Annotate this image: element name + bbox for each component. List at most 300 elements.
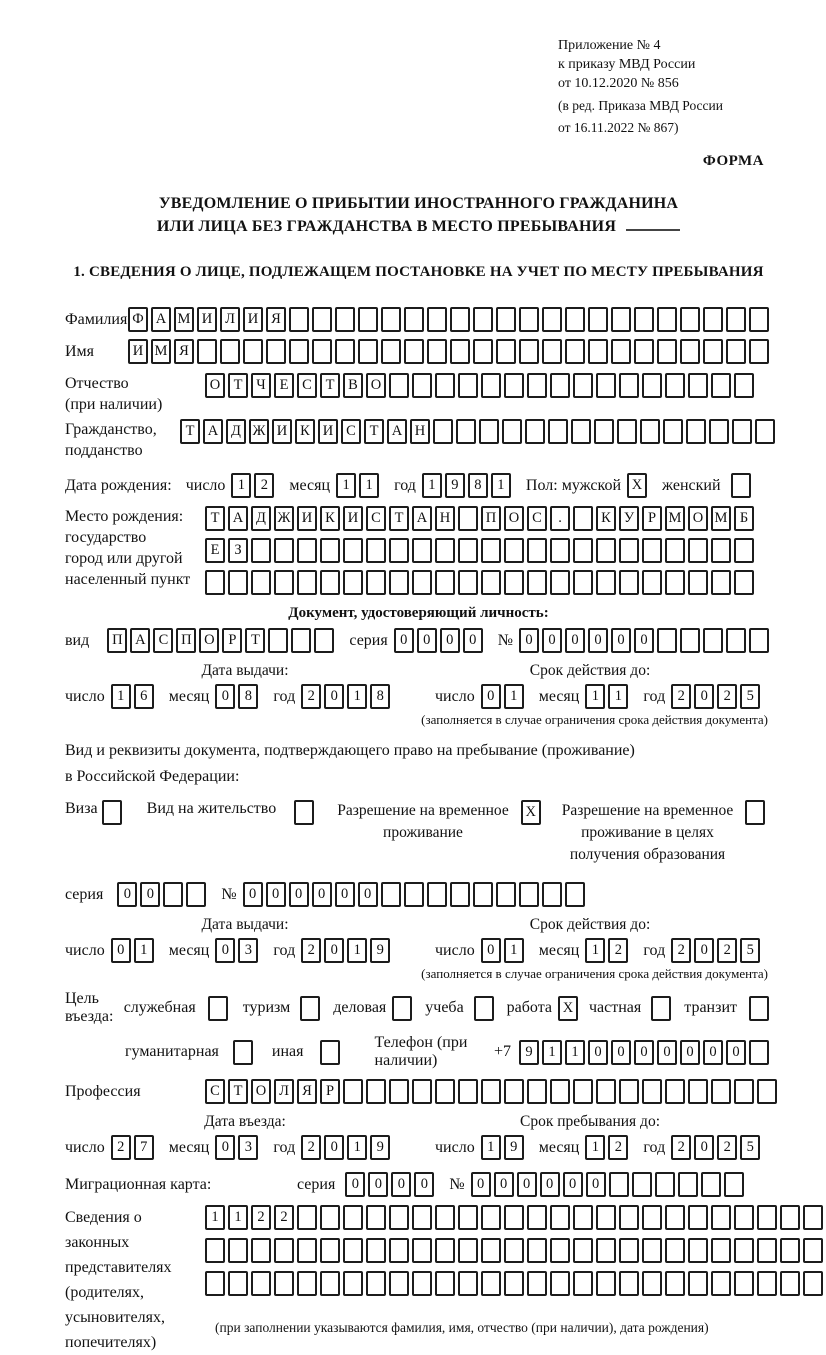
form-cell[interactable] (404, 339, 424, 364)
form-cell[interactable] (665, 570, 685, 595)
form-cell[interactable] (366, 1205, 386, 1230)
form-cell[interactable]: 1 (504, 938, 524, 963)
form-cell[interactable] (366, 538, 386, 563)
form-cell[interactable] (435, 373, 455, 398)
form-cell[interactable]: О (251, 1079, 271, 1104)
purpose-business-checkbox[interactable] (392, 996, 412, 1021)
form-cell[interactable] (381, 882, 401, 907)
form-cell[interactable]: 9 (445, 473, 465, 498)
form-cell[interactable] (435, 538, 455, 563)
form-cell[interactable] (803, 1238, 823, 1263)
form-cell[interactable] (711, 373, 731, 398)
form-cell[interactable]: 7 (134, 1135, 154, 1160)
form-cell[interactable]: 1 (231, 473, 251, 498)
form-cell[interactable]: 2 (671, 938, 691, 963)
form-cell[interactable] (435, 1271, 455, 1296)
form-cell[interactable]: 2 (671, 684, 691, 709)
form-cell[interactable] (343, 538, 363, 563)
form-cell[interactable]: Т (228, 373, 248, 398)
form-cell[interactable] (565, 307, 585, 332)
form-cell[interactable]: 0 (634, 1040, 654, 1065)
purpose-other-checkbox[interactable] (320, 1040, 340, 1065)
form-cell[interactable] (657, 307, 677, 332)
form-cell[interactable] (632, 1172, 652, 1197)
form-cell[interactable]: 1 (359, 473, 379, 498)
form-cell[interactable] (527, 1079, 547, 1104)
form-cell[interactable]: 9 (504, 1135, 524, 1160)
form-cell[interactable] (711, 1238, 731, 1263)
form-cell[interactable] (703, 307, 723, 332)
form-cell[interactable] (688, 373, 708, 398)
form-cell[interactable]: К (320, 506, 340, 531)
form-cell[interactable] (596, 1205, 616, 1230)
form-cell[interactable] (688, 1079, 708, 1104)
purpose-study-checkbox[interactable] (474, 996, 494, 1021)
form-cell[interactable]: 0 (611, 628, 631, 653)
form-cell[interactable] (780, 1238, 800, 1263)
form-cell[interactable] (435, 1079, 455, 1104)
form-cell[interactable] (711, 1271, 731, 1296)
form-cell[interactable]: 0 (540, 1172, 560, 1197)
form-cell[interactable]: 2 (717, 684, 737, 709)
form-cell[interactable] (504, 373, 524, 398)
form-cell[interactable]: 6 (134, 684, 154, 709)
form-cell[interactable]: А (228, 506, 248, 531)
form-cell[interactable]: 0 (726, 1040, 746, 1065)
form-cell[interactable]: 8 (238, 684, 258, 709)
form-cell[interactable] (220, 339, 240, 364)
form-cell[interactable] (734, 373, 754, 398)
form-cell[interactable]: О (205, 373, 225, 398)
form-cell[interactable]: 0 (694, 684, 714, 709)
form-cell[interactable] (274, 570, 294, 595)
form-cell[interactable] (734, 1271, 754, 1296)
sex-female-checkbox[interactable] (731, 473, 751, 498)
form-cell[interactable] (573, 1205, 593, 1230)
form-cell[interactable] (481, 538, 501, 563)
form-cell[interactable] (640, 419, 660, 444)
sex-male-checkbox[interactable]: X (627, 473, 647, 498)
form-cell[interactable]: 0 (563, 1172, 583, 1197)
form-cell[interactable]: 3 (238, 938, 258, 963)
form-cell[interactable] (686, 419, 706, 444)
form-cell[interactable]: 0 (266, 882, 286, 907)
form-cell[interactable]: Л (274, 1079, 294, 1104)
form-cell[interactable]: 1 (347, 1135, 367, 1160)
form-cell[interactable] (297, 538, 317, 563)
form-cell[interactable] (197, 339, 217, 364)
form-cell[interactable] (504, 1205, 524, 1230)
form-cell[interactable]: 3 (238, 1135, 258, 1160)
form-cell[interactable] (642, 373, 662, 398)
form-cell[interactable] (688, 1238, 708, 1263)
form-cell[interactable] (527, 1271, 547, 1296)
form-cell[interactable] (433, 419, 453, 444)
form-cell[interactable] (573, 373, 593, 398)
form-cell[interactable] (504, 1238, 524, 1263)
form-cell[interactable] (297, 570, 317, 595)
form-cell[interactable] (527, 373, 547, 398)
form-cell[interactable]: 1 (111, 684, 131, 709)
form-cell[interactable]: 0 (694, 938, 714, 963)
form-cell[interactable] (481, 570, 501, 595)
form-cell[interactable] (726, 628, 746, 653)
form-cell[interactable]: 1 (347, 938, 367, 963)
form-cell[interactable]: А (130, 628, 150, 653)
form-cell[interactable] (228, 1238, 248, 1263)
form-cell[interactable] (734, 1205, 754, 1230)
form-cell[interactable] (496, 339, 516, 364)
form-cell[interactable]: Т (245, 628, 265, 653)
form-cell[interactable] (527, 1205, 547, 1230)
form-cell[interactable] (456, 419, 476, 444)
form-cell[interactable] (780, 1205, 800, 1230)
form-cell[interactable]: И (272, 419, 292, 444)
form-cell[interactable]: 0 (634, 628, 654, 653)
form-cell[interactable] (527, 570, 547, 595)
form-cell[interactable] (251, 1271, 271, 1296)
form-cell[interactable] (450, 339, 470, 364)
form-cell[interactable]: 2 (301, 684, 321, 709)
form-cell[interactable] (550, 1238, 570, 1263)
form-cell[interactable] (780, 1271, 800, 1296)
form-cell[interactable]: Т (364, 419, 384, 444)
form-cell[interactable] (565, 339, 585, 364)
form-cell[interactable]: Б (734, 506, 754, 531)
form-cell[interactable]: 0 (542, 628, 562, 653)
form-cell[interactable] (366, 570, 386, 595)
form-cell[interactable] (688, 1271, 708, 1296)
form-cell[interactable]: 0 (565, 628, 585, 653)
form-cell[interactable] (251, 570, 271, 595)
form-cell[interactable] (803, 1205, 823, 1230)
form-cell[interactable] (266, 339, 286, 364)
form-cell[interactable] (571, 419, 591, 444)
form-cell[interactable] (343, 1079, 363, 1104)
form-cell[interactable] (573, 538, 593, 563)
form-cell[interactable] (542, 882, 562, 907)
form-cell[interactable]: 0 (471, 1172, 491, 1197)
form-cell[interactable]: 8 (468, 473, 488, 498)
form-cell[interactable] (205, 570, 225, 595)
form-cell[interactable]: 1 (585, 1135, 605, 1160)
form-cell[interactable] (634, 339, 654, 364)
form-cell[interactable] (573, 1271, 593, 1296)
form-cell[interactable] (701, 1172, 721, 1197)
form-cell[interactable] (573, 506, 593, 531)
form-cell[interactable] (550, 570, 570, 595)
form-cell[interactable]: 2 (671, 1135, 691, 1160)
form-cell[interactable]: С (527, 506, 547, 531)
form-cell[interactable] (289, 307, 309, 332)
form-cell[interactable] (458, 506, 478, 531)
form-cell[interactable] (251, 538, 271, 563)
form-cell[interactable] (458, 570, 478, 595)
form-cell[interactable] (734, 1079, 754, 1104)
form-cell[interactable] (519, 882, 539, 907)
form-cell[interactable] (335, 339, 355, 364)
form-cell[interactable]: А (387, 419, 407, 444)
purpose-private-checkbox[interactable] (651, 996, 671, 1021)
form-cell[interactable]: 0 (335, 882, 355, 907)
form-cell[interactable]: 0 (215, 684, 235, 709)
form-cell[interactable] (711, 538, 731, 563)
form-cell[interactable]: 2 (608, 938, 628, 963)
form-cell[interactable] (458, 1205, 478, 1230)
form-cell[interactable] (680, 307, 700, 332)
form-cell[interactable] (588, 339, 608, 364)
form-cell[interactable] (525, 419, 545, 444)
form-cell[interactable]: У (619, 506, 639, 531)
form-cell[interactable]: 2 (251, 1205, 271, 1230)
form-cell[interactable] (427, 307, 447, 332)
form-cell[interactable] (404, 307, 424, 332)
form-cell[interactable]: 9 (370, 938, 390, 963)
form-cell[interactable]: 0 (463, 628, 483, 653)
form-cell[interactable]: Я (266, 307, 286, 332)
form-cell[interactable] (642, 570, 662, 595)
form-cell[interactable] (504, 1079, 524, 1104)
form-cell[interactable] (251, 1238, 271, 1263)
form-cell[interactable]: 0 (324, 684, 344, 709)
form-cell[interactable] (596, 373, 616, 398)
form-cell[interactable]: Р (320, 1079, 340, 1104)
form-cell[interactable]: 1 (565, 1040, 585, 1065)
form-cell[interactable]: 0 (588, 628, 608, 653)
form-cell[interactable] (297, 1238, 317, 1263)
form-cell[interactable] (657, 628, 677, 653)
form-cell[interactable]: И (197, 307, 217, 332)
form-cell[interactable]: 2 (608, 1135, 628, 1160)
form-cell[interactable]: 5 (740, 938, 760, 963)
form-cell[interactable] (550, 1079, 570, 1104)
form-cell[interactable] (435, 570, 455, 595)
form-cell[interactable] (473, 339, 493, 364)
form-cell[interactable]: Ж (249, 419, 269, 444)
form-cell[interactable] (381, 307, 401, 332)
form-cell[interactable] (527, 1238, 547, 1263)
form-cell[interactable] (381, 339, 401, 364)
form-cell[interactable] (619, 1271, 639, 1296)
form-cell[interactable] (435, 1205, 455, 1230)
form-cell[interactable] (289, 339, 309, 364)
purpose-official-checkbox[interactable] (208, 996, 228, 1021)
form-cell[interactable] (320, 1271, 340, 1296)
form-cell[interactable] (688, 570, 708, 595)
form-cell[interactable] (343, 1238, 363, 1263)
form-cell[interactable]: С (341, 419, 361, 444)
form-cell[interactable] (680, 339, 700, 364)
form-cell[interactable]: В (343, 373, 363, 398)
form-cell[interactable]: 1 (491, 473, 511, 498)
form-cell[interactable] (412, 1238, 432, 1263)
form-cell[interactable]: 0 (312, 882, 332, 907)
form-cell[interactable] (619, 570, 639, 595)
form-cell[interactable]: 1 (205, 1205, 225, 1230)
form-cell[interactable] (711, 1205, 731, 1230)
form-cell[interactable] (726, 339, 746, 364)
form-cell[interactable] (504, 1271, 524, 1296)
form-cell[interactable] (609, 1172, 629, 1197)
form-cell[interactable]: 0 (519, 628, 539, 653)
form-cell[interactable]: 2 (717, 938, 737, 963)
form-cell[interactable]: 1 (228, 1205, 248, 1230)
form-cell[interactable]: О (504, 506, 524, 531)
form-cell[interactable] (496, 882, 516, 907)
form-cell[interactable]: 0 (481, 684, 501, 709)
form-cell[interactable] (550, 1271, 570, 1296)
form-cell[interactable] (619, 373, 639, 398)
form-cell[interactable]: И (343, 506, 363, 531)
form-cell[interactable] (312, 307, 332, 332)
form-cell[interactable] (573, 1238, 593, 1263)
form-cell[interactable] (519, 339, 539, 364)
form-cell[interactable]: Н (435, 506, 455, 531)
form-cell[interactable]: 5 (740, 684, 760, 709)
form-cell[interactable] (320, 1238, 340, 1263)
form-cell[interactable] (389, 1079, 409, 1104)
form-cell[interactable] (458, 538, 478, 563)
form-cell[interactable] (481, 1238, 501, 1263)
form-cell[interactable] (709, 419, 729, 444)
form-cell[interactable] (634, 307, 654, 332)
form-cell[interactable]: И (128, 339, 148, 364)
form-cell[interactable] (412, 373, 432, 398)
form-cell[interactable]: А (151, 307, 171, 332)
form-cell[interactable]: 0 (243, 882, 263, 907)
form-cell[interactable] (366, 1079, 386, 1104)
form-cell[interactable] (312, 339, 332, 364)
form-cell[interactable] (734, 1238, 754, 1263)
form-cell[interactable] (435, 1238, 455, 1263)
form-cell[interactable]: Я (297, 1079, 317, 1104)
form-cell[interactable] (496, 307, 516, 332)
form-cell[interactable] (343, 570, 363, 595)
form-cell[interactable] (458, 1271, 478, 1296)
form-cell[interactable]: 1 (422, 473, 442, 498)
form-cell[interactable]: Ф (128, 307, 148, 332)
form-cell[interactable]: 9 (519, 1040, 539, 1065)
form-cell[interactable] (619, 1238, 639, 1263)
form-cell[interactable]: Т (320, 373, 340, 398)
form-cell[interactable] (588, 307, 608, 332)
form-cell[interactable]: Р (642, 506, 662, 531)
form-cell[interactable]: 0 (611, 1040, 631, 1065)
form-cell[interactable]: 0 (358, 882, 378, 907)
form-cell[interactable] (504, 538, 524, 563)
form-cell[interactable]: 1 (134, 938, 154, 963)
form-cell[interactable] (757, 1238, 777, 1263)
form-cell[interactable] (596, 570, 616, 595)
form-cell[interactable]: 0 (588, 1040, 608, 1065)
form-cell[interactable] (412, 1079, 432, 1104)
form-cell[interactable]: М (174, 307, 194, 332)
form-cell[interactable]: 2 (254, 473, 274, 498)
form-cell[interactable] (749, 307, 769, 332)
form-cell[interactable]: 0 (368, 1172, 388, 1197)
form-cell[interactable]: 0 (481, 938, 501, 963)
form-cell[interactable] (542, 339, 562, 364)
form-cell[interactable]: К (596, 506, 616, 531)
form-cell[interactable] (655, 1172, 675, 1197)
form-cell[interactable]: З (228, 538, 248, 563)
form-cell[interactable] (688, 1205, 708, 1230)
form-cell[interactable] (657, 339, 677, 364)
form-cell[interactable] (412, 570, 432, 595)
form-cell[interactable] (481, 373, 501, 398)
form-cell[interactable]: Ч (251, 373, 271, 398)
form-cell[interactable] (550, 373, 570, 398)
form-cell[interactable] (596, 1238, 616, 1263)
form-cell[interactable]: А (412, 506, 432, 531)
form-cell[interactable]: П (481, 506, 501, 531)
form-cell[interactable]: Ж (274, 506, 294, 531)
form-cell[interactable] (749, 339, 769, 364)
purpose-transit-checkbox[interactable] (749, 996, 769, 1021)
form-cell[interactable]: 1 (585, 938, 605, 963)
form-cell[interactable]: С (153, 628, 173, 653)
form-cell[interactable]: 0 (324, 1135, 344, 1160)
form-cell[interactable] (366, 1238, 386, 1263)
form-cell[interactable]: Т (205, 506, 225, 531)
form-cell[interactable] (757, 1271, 777, 1296)
form-cell[interactable] (642, 538, 662, 563)
form-cell[interactable]: О (366, 373, 386, 398)
form-cell[interactable] (619, 1205, 639, 1230)
form-cell[interactable] (504, 570, 524, 595)
form-cell[interactable] (404, 882, 424, 907)
form-cell[interactable] (749, 628, 769, 653)
form-cell[interactable] (412, 1271, 432, 1296)
form-cell[interactable]: 0 (391, 1172, 411, 1197)
form-cell[interactable]: 0 (111, 938, 131, 963)
form-cell[interactable] (389, 1238, 409, 1263)
form-cell[interactable]: И (318, 419, 338, 444)
form-cell[interactable] (481, 1205, 501, 1230)
form-cell[interactable] (565, 882, 585, 907)
form-cell[interactable]: 2 (274, 1205, 294, 1230)
form-cell[interactable] (619, 538, 639, 563)
form-cell[interactable]: Е (274, 373, 294, 398)
residence-permit-checkbox[interactable] (294, 800, 314, 825)
form-cell[interactable] (450, 882, 470, 907)
form-cell[interactable] (320, 538, 340, 563)
form-cell[interactable]: 1 (585, 684, 605, 709)
form-cell[interactable] (757, 1205, 777, 1230)
form-cell[interactable] (291, 628, 311, 653)
form-cell[interactable]: Д (251, 506, 271, 531)
form-cell[interactable]: 0 (215, 938, 235, 963)
form-cell[interactable]: Р (222, 628, 242, 653)
form-cell[interactable] (732, 419, 752, 444)
form-cell[interactable]: С (297, 373, 317, 398)
form-cell[interactable]: 1 (542, 1040, 562, 1065)
purpose-work-checkbox[interactable]: X (558, 996, 578, 1021)
form-cell[interactable] (458, 1238, 478, 1263)
form-cell[interactable] (205, 1271, 225, 1296)
form-cell[interactable]: 0 (289, 882, 309, 907)
form-cell[interactable]: М (665, 506, 685, 531)
form-cell[interactable] (665, 373, 685, 398)
form-cell[interactable] (688, 538, 708, 563)
form-cell[interactable] (803, 1271, 823, 1296)
purpose-humanitarian-checkbox[interactable] (233, 1040, 253, 1065)
form-cell[interactable]: И (243, 307, 263, 332)
form-cell[interactable]: 0 (657, 1040, 677, 1065)
form-cell[interactable]: Я (174, 339, 194, 364)
form-cell[interactable]: 0 (694, 1135, 714, 1160)
form-cell[interactable] (412, 1205, 432, 1230)
